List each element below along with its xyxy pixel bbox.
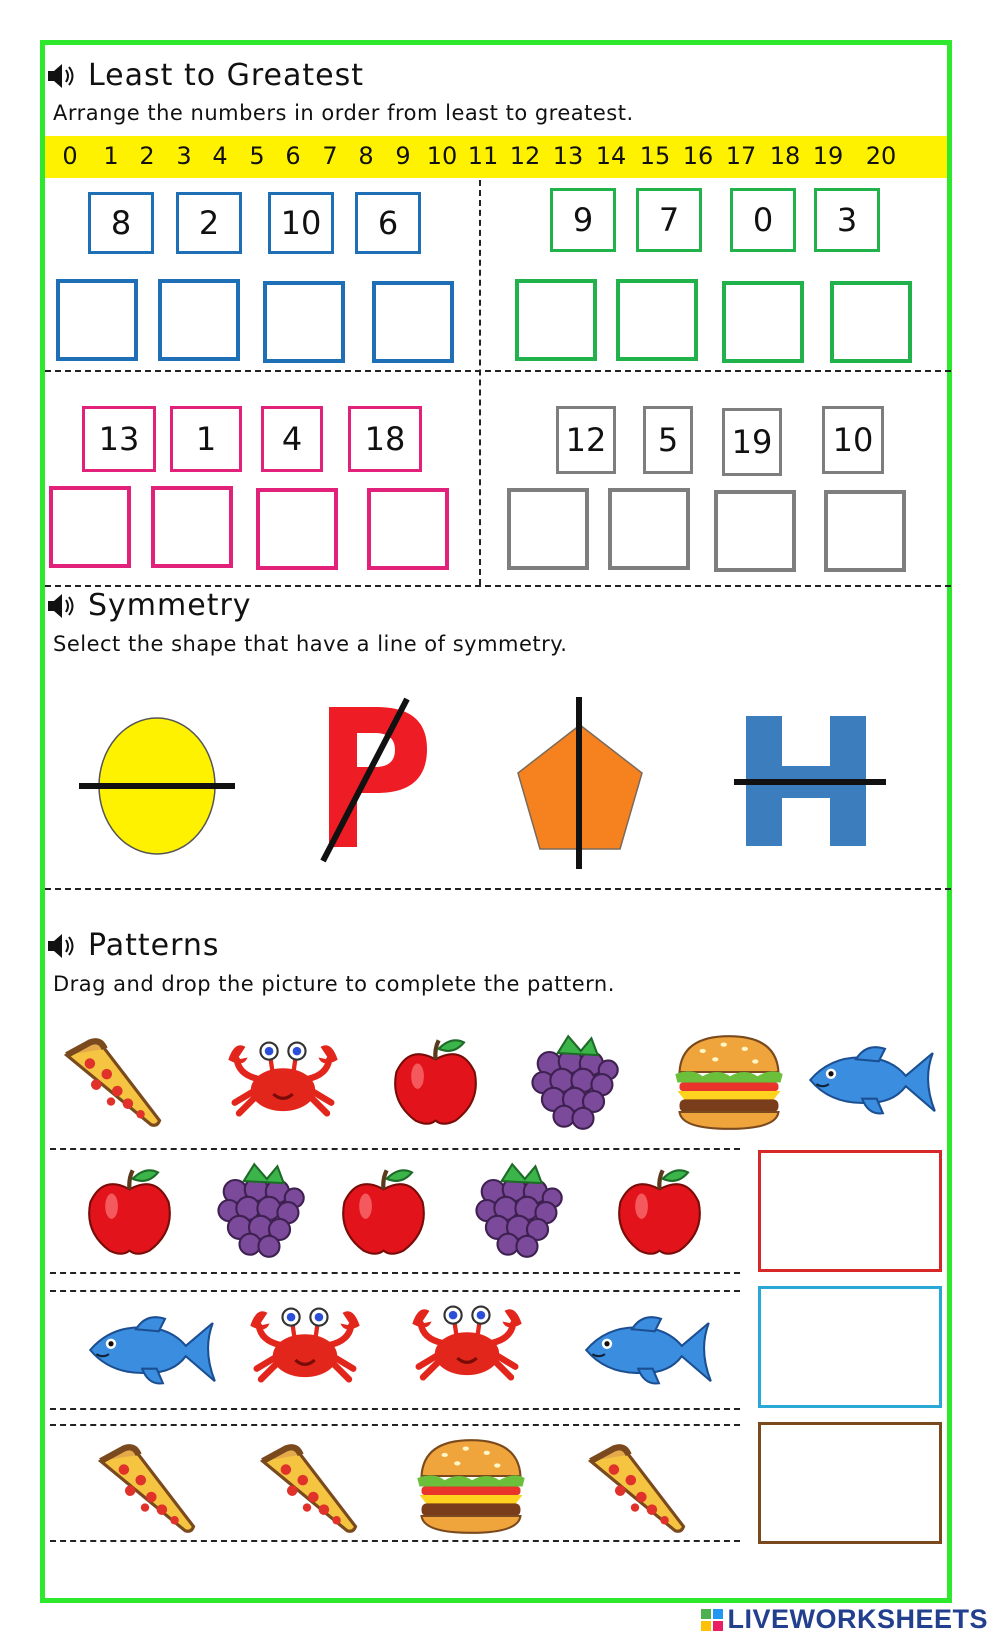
- crab-choice[interactable]: [224, 1036, 342, 1122]
- number-line-tick: 15: [639, 142, 671, 170]
- section-divider: [45, 585, 951, 587]
- number-line-tick: 9: [395, 142, 411, 170]
- number-line-tick: 17: [725, 142, 757, 170]
- pattern-answer-box[interactable]: [758, 1150, 942, 1272]
- apple-item: [82, 1164, 177, 1259]
- instruction-least-to-greatest: Arrange the numbers in order from least to greatest.: [53, 101, 634, 125]
- section-title-symmetry: Symmetry: [88, 588, 252, 623]
- pentagon-shape[interactable]: [510, 695, 650, 875]
- pizza-item: [580, 1440, 690, 1535]
- answer-box[interactable]: [56, 279, 138, 361]
- number-line-tick: 20: [865, 142, 897, 170]
- row-divider: [50, 1408, 740, 1410]
- grapes-item: [212, 1160, 307, 1260]
- answer-box[interactable]: [608, 488, 690, 570]
- number-line-tick: 7: [322, 142, 338, 170]
- grid-divider-vertical: [479, 180, 481, 585]
- burger-choice[interactable]: [670, 1032, 788, 1132]
- instruction-symmetry: Select the shape that have a line of symmetry.: [53, 632, 568, 656]
- number-line-tick: 8: [358, 142, 374, 170]
- pizza-choice[interactable]: [56, 1034, 166, 1129]
- liveworksheets-logo-icon: [701, 1609, 723, 1631]
- number-line-tick: 18: [769, 142, 801, 170]
- section-title-least-to-greatest: Least to Greatest: [88, 58, 364, 93]
- number-line-tick: 5: [249, 142, 265, 170]
- number-line-tick: 3: [176, 142, 192, 170]
- apple-item: [336, 1164, 431, 1259]
- crab-item: [246, 1302, 364, 1388]
- answer-box[interactable]: [830, 281, 912, 363]
- speaker-icon[interactable]: [46, 932, 76, 960]
- answer-box[interactable]: [722, 281, 804, 363]
- fish-choice[interactable]: [804, 1038, 939, 1122]
- apple-choice[interactable]: [388, 1034, 483, 1129]
- answer-box[interactable]: [49, 486, 131, 568]
- number-line-tick: 6: [285, 142, 301, 170]
- number-line-tick: 0: [62, 142, 78, 170]
- answer-box[interactable]: [824, 490, 906, 572]
- pizza-item: [252, 1440, 362, 1535]
- number-card[interactable]: 7: [636, 188, 702, 252]
- grid-divider-horizontal: [45, 370, 951, 372]
- fish-item: [580, 1308, 715, 1392]
- number-card[interactable]: 6: [355, 192, 421, 254]
- number-card[interactable]: 10: [822, 406, 884, 474]
- number-line: [45, 136, 947, 178]
- number-line-tick: 13: [552, 142, 584, 170]
- number-line-tick: 19: [812, 142, 844, 170]
- pattern-answer-box[interactable]: [758, 1422, 942, 1544]
- number-card[interactable]: 5: [643, 406, 693, 474]
- letter-p-shape[interactable]: [315, 695, 435, 870]
- number-line-tick: 16: [682, 142, 714, 170]
- answer-box[interactable]: [507, 488, 589, 570]
- apple-item: [612, 1164, 707, 1259]
- number-card[interactable]: 19: [722, 408, 782, 476]
- number-line-tick: 2: [139, 142, 155, 170]
- number-card[interactable]: 12: [556, 406, 616, 474]
- grapes-choice[interactable]: [526, 1032, 621, 1132]
- number-card[interactable]: 9: [550, 188, 616, 252]
- pizza-item: [90, 1440, 200, 1535]
- row-divider: [50, 1540, 740, 1542]
- number-card[interactable]: 0: [730, 188, 796, 252]
- crab-item: [408, 1300, 526, 1386]
- number-line-tick: 1: [103, 142, 119, 170]
- answer-box[interactable]: [515, 279, 597, 361]
- number-line-tick: 11: [467, 142, 499, 170]
- number-card[interactable]: 4: [261, 406, 323, 472]
- grapes-item: [470, 1160, 565, 1260]
- number-card[interactable]: 10: [268, 192, 334, 254]
- circle-shape[interactable]: [75, 710, 240, 880]
- speaker-icon[interactable]: [46, 592, 76, 620]
- fish-item: [84, 1308, 219, 1392]
- answer-box[interactable]: [151, 486, 233, 568]
- number-card[interactable]: 3: [814, 188, 880, 252]
- letter-h-shape[interactable]: [730, 712, 890, 852]
- number-line-tick: 14: [595, 142, 627, 170]
- row-divider: [50, 1272, 740, 1274]
- row-divider: [50, 1290, 740, 1292]
- instruction-patterns: Drag and drop the picture to complete the pattern.: [53, 972, 615, 996]
- burger-item: [412, 1436, 530, 1536]
- speaker-icon[interactable]: [46, 62, 76, 90]
- row-divider: [50, 1148, 740, 1150]
- brand-name: LIVEWORKSHEETS: [727, 1604, 988, 1634]
- number-card[interactable]: 1: [170, 406, 242, 472]
- answer-box[interactable]: [372, 281, 454, 363]
- answer-box[interactable]: [263, 281, 345, 363]
- answer-box[interactable]: [367, 488, 449, 570]
- number-line-tick: 10: [426, 142, 458, 170]
- pattern-answer-box[interactable]: [758, 1286, 942, 1408]
- answer-box[interactable]: [714, 490, 796, 572]
- section-title-patterns: Patterns: [88, 928, 220, 963]
- number-line-tick: 4: [212, 142, 228, 170]
- section-divider: [45, 888, 951, 890]
- answer-box[interactable]: [158, 279, 240, 361]
- number-card[interactable]: 8: [88, 192, 154, 254]
- footer-brand[interactable]: [701, 1604, 988, 1635]
- number-card[interactable]: 18: [348, 406, 422, 472]
- number-card[interactable]: 13: [82, 406, 156, 472]
- row-divider: [50, 1424, 740, 1426]
- number-card[interactable]: 2: [176, 192, 242, 254]
- answer-box[interactable]: [256, 488, 338, 570]
- answer-box[interactable]: [616, 279, 698, 361]
- number-line-tick: 12: [509, 142, 541, 170]
